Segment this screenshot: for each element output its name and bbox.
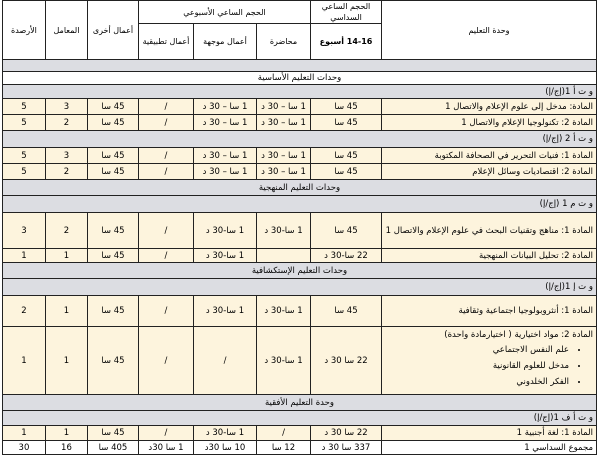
coefficient: 3 — [45, 148, 87, 164]
directed-hours: 1 سا – 30 د — [194, 99, 257, 115]
total-row — [2, 441, 596, 455]
credits: 5 — [2, 164, 45, 180]
total-practical: 1 سا 30د — [138, 441, 193, 455]
practical-hours: / — [138, 296, 193, 327]
coefficient: 1 — [45, 327, 87, 395]
coefficient: 3 — [45, 99, 87, 115]
section-separator — [2, 60, 596, 72]
lecture-hours: / — [257, 426, 311, 441]
lecture-hours: 1 سا-30 د — [257, 327, 311, 395]
coefficient: 2 — [45, 164, 87, 180]
semester-hours: 45 سا — [311, 213, 382, 249]
other-hours: 45 سا — [87, 164, 138, 180]
curriculum-table — [2, 0, 597, 455]
header-other: أعمال أخرى — [87, 1, 138, 60]
practical-hours: / — [138, 99, 193, 115]
subject-name: المادة 2: مواد اختيارية ( اختيارمادة واحدة) — [444, 330, 593, 340]
credits: 5 — [2, 99, 45, 115]
semester-hours: 22 سا 30 د — [311, 327, 382, 395]
lecture-hours — [257, 249, 311, 263]
other-hours: 45 سا — [87, 148, 138, 164]
directed-hours: 1 سا-30 د — [194, 213, 257, 249]
section-exploratory: وحدات التعليم الإستكشافية — [2, 263, 596, 279]
lecture-hours: 1 سا – 30 د — [257, 148, 311, 164]
table-row — [2, 249, 596, 263]
total-label: مجموع السداسي 1 — [382, 441, 597, 455]
subject-name: المادة 1: لغة أجنبية 1 — [382, 426, 597, 441]
other-hours: 45 سا — [87, 213, 138, 249]
header-directed: أعمال موجهة — [194, 24, 257, 60]
list-item: • مدخل للعلوم القانونية — [385, 358, 569, 374]
table-row — [2, 164, 596, 180]
total-directed: 10 سا 30د — [194, 441, 257, 455]
practical-hours: / — [138, 148, 193, 164]
lecture-hours: 1 سا-30 د — [257, 296, 311, 327]
subject-name: المادة 2: اقتصاديات وسائل الإعلام — [382, 164, 597, 180]
table-row — [2, 99, 596, 115]
unit-e1: و ت إ 1(إج/إ) — [2, 279, 596, 296]
credits: 1 — [2, 249, 45, 263]
directed-hours: 1 سا-30 د — [194, 296, 257, 327]
other-hours: 45 سا — [87, 296, 138, 327]
subject-cell-optional — [382, 327, 597, 395]
semester-hours: 45 سا — [311, 99, 382, 115]
header-practical: أعمال تطبيقية — [138, 24, 193, 60]
practical-hours: / — [138, 115, 193, 131]
subject-name: المادة: مدخل إلى علوم الإعلام والاتصال 1 — [382, 99, 597, 115]
credits: 3 — [2, 213, 45, 249]
table-row — [2, 327, 596, 395]
directed-hours: 1 سا – 30 د — [194, 164, 257, 180]
other-hours: 45 سا — [87, 426, 138, 441]
coefficient: 1 — [45, 249, 87, 263]
header-lecture: محاضرة — [257, 24, 311, 60]
directed-hours: 1 سا-30 د — [194, 426, 257, 441]
total-coefficient: 16 — [45, 441, 87, 455]
total-other: 405 سا — [87, 441, 138, 455]
directed-hours: 1 سا-30 د — [194, 249, 257, 263]
header-semester-volume: الحجم الساعي السداسي — [311, 1, 382, 24]
subject-name: المادة 2: تحليل البيانات المنهجية — [382, 249, 597, 263]
coefficient: 2 — [45, 115, 87, 131]
credits: 5 — [2, 115, 45, 131]
section-fundamental: وحدات التعليم الأساسية — [2, 72, 596, 85]
semester-hours: 45 سا — [311, 115, 382, 131]
total-lecture: 12 سا — [257, 441, 311, 455]
directed-hours: / — [194, 327, 257, 395]
semester-hours: 45 سا — [311, 164, 382, 180]
practical-hours: / — [138, 426, 193, 441]
unit-t1: و ت أ ف 1(إج/إ) — [2, 411, 596, 426]
table-row — [2, 148, 596, 164]
other-hours: 45 سا — [87, 115, 138, 131]
coefficient: 1 — [45, 296, 87, 327]
subject-name: المادة 2: تكنولوجيا الإعلام والاتصال 1 — [382, 115, 597, 131]
practical-hours: / — [138, 327, 193, 395]
unit-m1: و ت م 1 (إج/إ) — [2, 196, 596, 213]
header-weeks: 14-16 أسبوع — [311, 24, 382, 60]
credits: 5 — [2, 148, 45, 164]
table-row — [2, 115, 596, 131]
header-weekly-volume: الحجم الساعي الأسبوعي — [138, 1, 310, 24]
header-credits: الأرصدة — [2, 1, 45, 60]
semester-hours: 45 سا — [311, 296, 382, 327]
coefficient: 1 — [45, 426, 87, 441]
table-row — [2, 213, 596, 249]
credits: 2 — [2, 296, 45, 327]
coefficient: 2 — [45, 213, 87, 249]
credits: 1 — [2, 327, 45, 395]
other-hours: 45 سا — [87, 327, 138, 395]
section-transversal: وحدة التعليم الأفقية — [2, 395, 596, 411]
directed-hours: 1 سا – 30 د — [194, 148, 257, 164]
options-list — [385, 342, 593, 390]
unit-f1: و ت أ 1(إج/إ) — [2, 85, 596, 99]
lecture-hours: 1 سا – 30 د — [257, 115, 311, 131]
list-item: • الفكر الخلدوني — [385, 374, 569, 390]
lecture-hours: 1 سا – 30 د — [257, 99, 311, 115]
practical-hours: / — [138, 164, 193, 180]
semester-hours: 45 سا — [311, 148, 382, 164]
table-row — [2, 426, 596, 441]
total-semester: 337 سا 30 د — [311, 441, 382, 455]
practical-hours: / — [138, 249, 193, 263]
header-coefficient: المعامل — [45, 1, 87, 60]
unit-f2: و ت أ 2 (إج/إ) — [2, 131, 596, 148]
credits: 1 — [2, 426, 45, 441]
section-methodological: وحدات التعليم المنهجية — [2, 180, 596, 196]
subject-name: المادة 1: فنيات التحرير في الصحافة المكتوبة — [382, 148, 597, 164]
header-unit: وحدة التعليم — [382, 1, 597, 60]
list-item: • علم النفس الاجتماعي — [385, 342, 569, 358]
semester-hours: 22 سا 30 د — [311, 426, 382, 441]
semester-hours: 22 سا-30 د — [311, 249, 382, 263]
lecture-hours: 1 سا – 30 د — [257, 164, 311, 180]
table-row — [2, 296, 596, 327]
total-credits: 30 — [2, 441, 45, 455]
directed-hours: 1 سا – 30 د — [194, 115, 257, 131]
subject-name: المادة 1: أنثروبولوجيا اجتماعية وثقافية — [382, 296, 597, 327]
practical-hours: / — [138, 213, 193, 249]
subject-name: المادة 1: مناهج وتقنيات البحث في علوم الإعلام والاتصال 1 — [382, 213, 597, 249]
lecture-hours: 1 سا-30 د — [257, 213, 311, 249]
other-hours: 45 سا — [87, 99, 138, 115]
other-hours: 45 سا — [87, 249, 138, 263]
